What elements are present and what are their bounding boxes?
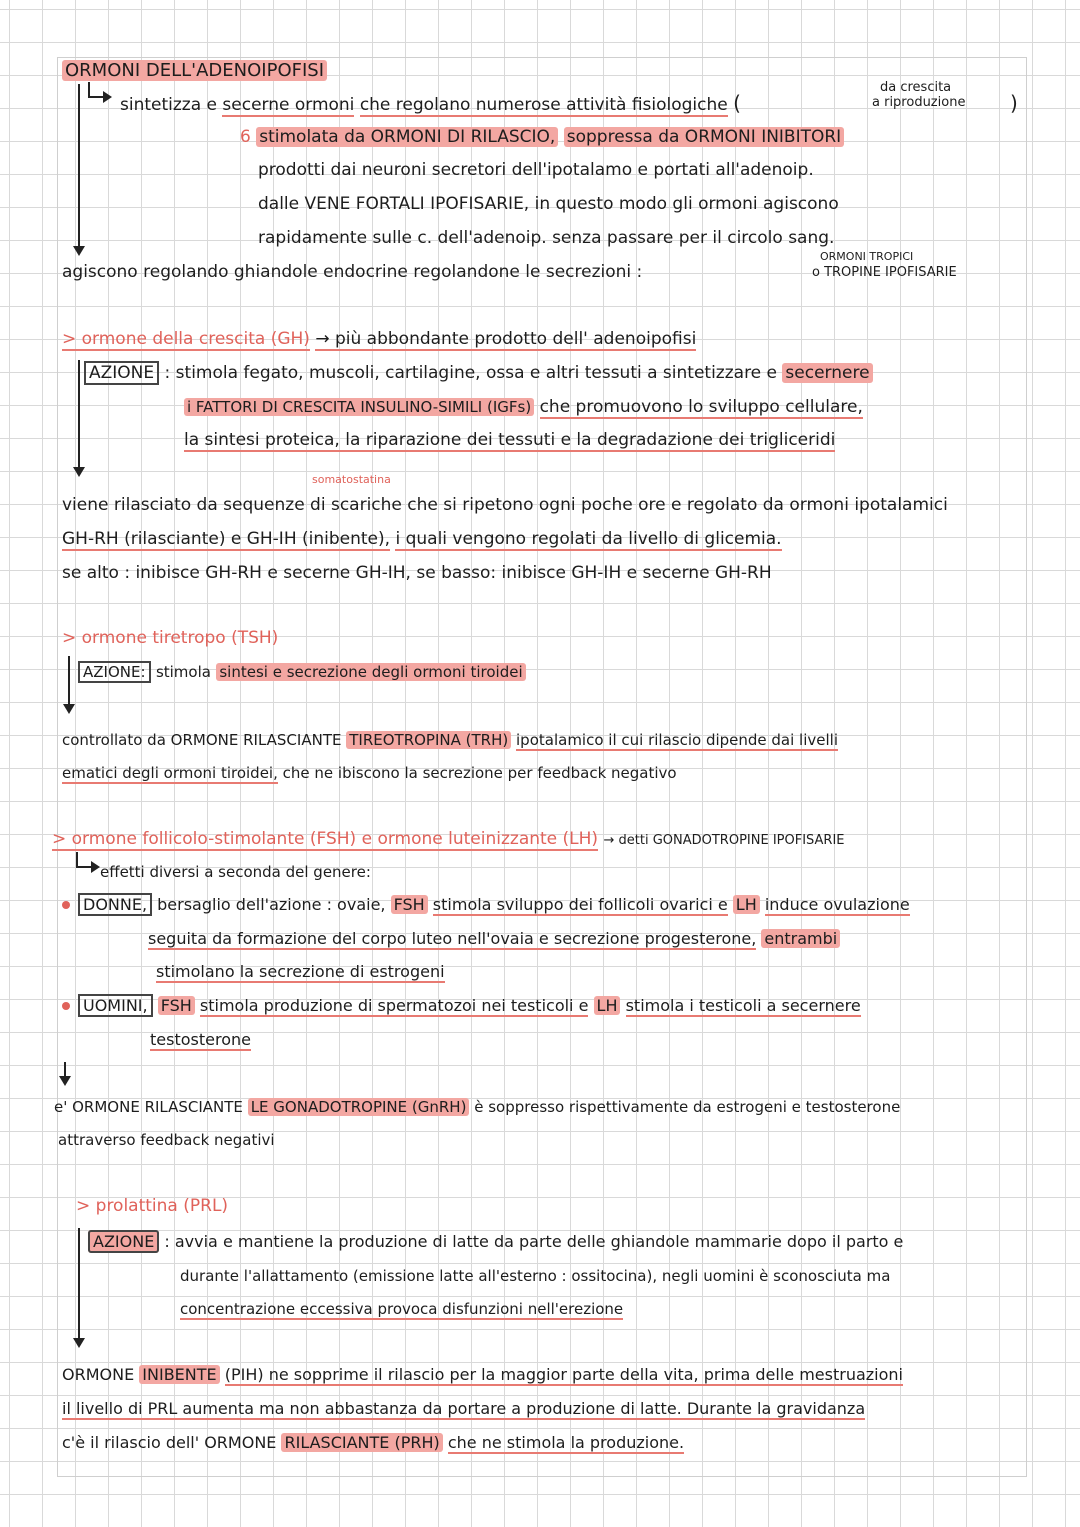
donne-line-3 [156,961,445,983]
text-fragment: che ne stimola la produzione. [447,1433,685,1452]
text-fragment: stimola sviluppo dei follicoli ovarici e [432,895,728,914]
text-fragment: → detti GONADOTROPINE IPOFISARIE [603,833,845,848]
section-title [62,60,327,82]
text-fragment: che regolano numerose attività fisiologiche [359,95,728,115]
text-fragment: ematici degli ormoni tiroidei, [62,764,278,782]
text-fragment: TIREOTROPINA (TRH) [346,731,511,749]
text-fragment: : stimola fegato, muscoli, cartilagine, ossa e altri tessuti a sintetizzare e [164,363,778,383]
azione-box: AZIONE [88,1230,159,1253]
text-fragment: stimolano la secrezione di estrogeni [156,962,445,981]
text-fragment: la sintesi proteica, la riparazione dei tessuti e la degradazione dei trigliceridi [184,430,836,450]
donne-box: DONNE, [78,893,152,916]
side-note-top: da crescita [880,80,952,95]
text-fragment: stimolata da ORMONI DI RILASCIO, [256,127,558,147]
text-fragment: → più abbondante prodotto dell' adenoipofisi [315,329,697,349]
down-arrow-icon [78,360,80,475]
hook-arrow-icon [76,852,92,868]
text-fragment: LH [733,895,760,914]
text-fragment: secernere [782,363,872,383]
text-fragment: i FATTORI DI CRESCITA INSULINO-SIMILI (IGFs) [184,398,534,416]
gh-regulation-line-3: se alto : inibisce GH-RH e secerne GH-IH, se basso: inibisce GH-IH e secerne GH-RH [62,563,772,583]
prl-reg-line-1 [62,1364,903,1386]
hook-arrow-icon [88,82,104,98]
text-fragment: : avvia e mantiene la produzione di latte da parte delle ghiandole mammarie dopo il parto e [164,1232,904,1251]
intro-line-3: prodotti dai neuroni secretori dell'ipotalamo e portati all'adenoip. [258,160,814,180]
text-fragment: 6 [240,127,251,147]
text-fragment: INIBENTE [139,1365,219,1384]
somatostatina-note: somatostatina [312,473,391,486]
text-fragment: stimola produzione di spermatozoi nei testicoli e [199,996,589,1015]
text-fragment: che ne ibiscono la secrezione per feedback negativo [282,764,677,782]
text-fragment: seguita da formazione del corpo luteo nell'ovaia e secrezione progesterone, [148,929,757,948]
tsh-control-line-2 [62,762,677,784]
text-fragment: ORMONE [62,1365,135,1384]
text-fragment: LH [594,996,621,1015]
prl-reg-line-3 [62,1432,684,1454]
tsh-control-line-1 [62,729,838,751]
gonado-title [52,828,845,852]
down-arrow-icon [78,84,80,254]
donne-line-1 [78,894,910,916]
side-note-bottom: a riproduzione [872,95,966,110]
tsh-action-line [78,661,526,683]
text-fragment: concentrazione eccessiva provoca disfunzioni nell'erezione [180,1300,624,1318]
text-fragment: che promuovono lo sviluppo cellulare, [539,397,863,417]
text-fragment: ipotalamico il cui rilascio dipende dai livelli [516,731,839,749]
gh-regulation-line-2 [62,528,782,550]
tsh-title: > ormone tiretropo (TSH) [62,628,279,648]
text-fragment: GH-RH (rilasciante) e GH-IH (inibente), [62,529,391,549]
text-fragment: controllato da ORMONE RILASCIANTE [62,731,342,749]
down-arrow-icon [64,1062,66,1084]
text-fragment: FSH [158,996,195,1015]
down-arrow-icon [68,656,70,712]
paren-close: ) [1010,91,1018,115]
text-fragment: FSH [391,895,428,914]
text-fragment: testosterone [150,1030,251,1049]
intro-line-1: sintetizza e secerne ormoni che regolano numerose attività fisiologiche ( [120,91,741,115]
text-fragment: i quali vengono regolati da livello di glicemia. [395,529,782,549]
uomini-box: UOMINI, [78,994,153,1017]
text-fragment: soppressa da ORMONI INIBITORI [564,127,844,147]
gnrh-line-2: attraverso feedback negativi [58,1131,275,1149]
azione-box: AZIONE: [78,661,151,683]
text-fragment: > ormone follicolo-stimolante (FSH) e ormone luteinizzante (LH) [52,829,599,849]
gh-title [62,328,696,350]
bullet-icon [62,901,70,909]
gh-action-line-2 [184,396,863,418]
gh-action-line-1 [84,362,873,384]
gh-regulation-line-1: viene rilasciato da sequenze di scariche che si ripetono ogni poche ore e regolato da ormoni ipotalamici [62,495,948,515]
text-fragment: bersaglio dell'azione : ovaie, [157,895,386,914]
tropici-label: ORMONI TROPICI [820,250,914,263]
azione-box: AZIONE [84,361,159,385]
prl-action-line-3 [180,1298,623,1320]
gnrh-line-1 [54,1096,900,1118]
intro-line-2 [240,126,844,148]
tropine-label: o TROPINE IPOFISARIE [812,265,957,280]
text-fragment: RILASCIANTE (PRH) [281,1433,442,1452]
donne-line-2 [148,928,840,950]
prl-reg-line-2 [62,1398,865,1420]
prl-action-line-2: durante l'allattamento (emissione latte all'esterno : ossitocina), negli uomini è sconosciuta ma [180,1267,891,1285]
uomini-line-2 [150,1029,251,1051]
text-fragment: > ormone della crescita (GH) [62,329,310,349]
text-fragment: stimola [155,663,211,681]
text-fragment: agiscono regolando ghiandole endocrine regolandone le secrezioni : [62,262,643,282]
text-fragment: è soppresso rispettivamente da estrogeni e testosterone [474,1098,901,1116]
text-fragment: e' ORMONE RILASCIANTE [54,1098,243,1116]
down-arrow-icon [78,1228,80,1346]
text-fragment: stimola i testicoli a secernere [625,996,861,1015]
title-text: ORMONI DELL'ADENOIPOFISI [62,60,327,81]
intro-line-6 [62,261,642,283]
uomini-line-1 [78,995,861,1017]
gh-action-line-3 [184,429,835,451]
text-fragment: il livello di PRL aumenta ma non abbastanza da portare a produzione di latte. Durante la gravidanza [62,1399,866,1418]
intro-line-5: rapidamente sulle c. dell'adenoip. senza passare per il circolo sang. [258,228,835,248]
text-fragment: induce ovulazione [764,895,910,914]
text-fragment: (PIH) ne sopprime il rilascio per la maggior parte della vita, prima delle mestruazioni [224,1365,903,1384]
text-fragment: entrambi [761,929,840,948]
bullet-icon [62,1002,70,1010]
text-fragment: secerne ormoni [222,95,355,115]
text-fragment: LE GONADOTROPINE (GnRH) [248,1098,470,1116]
gonado-subtitle: effetti diversi a seconda del genere: [100,863,371,881]
intro-line-4: dalle VENE FORTALI IPOFISARIE, in questo modo gli ormoni agiscono [258,194,839,214]
text-fragment: c'è il rilascio dell' ORMONE [62,1433,277,1452]
text-fragment: sintesi e secrezione degli ormoni tiroidei [216,663,525,681]
prl-title: > prolattina (PRL) [76,1196,229,1216]
prl-action-line-1 [88,1231,903,1253]
text-fragment: sintetizza e [120,95,217,115]
